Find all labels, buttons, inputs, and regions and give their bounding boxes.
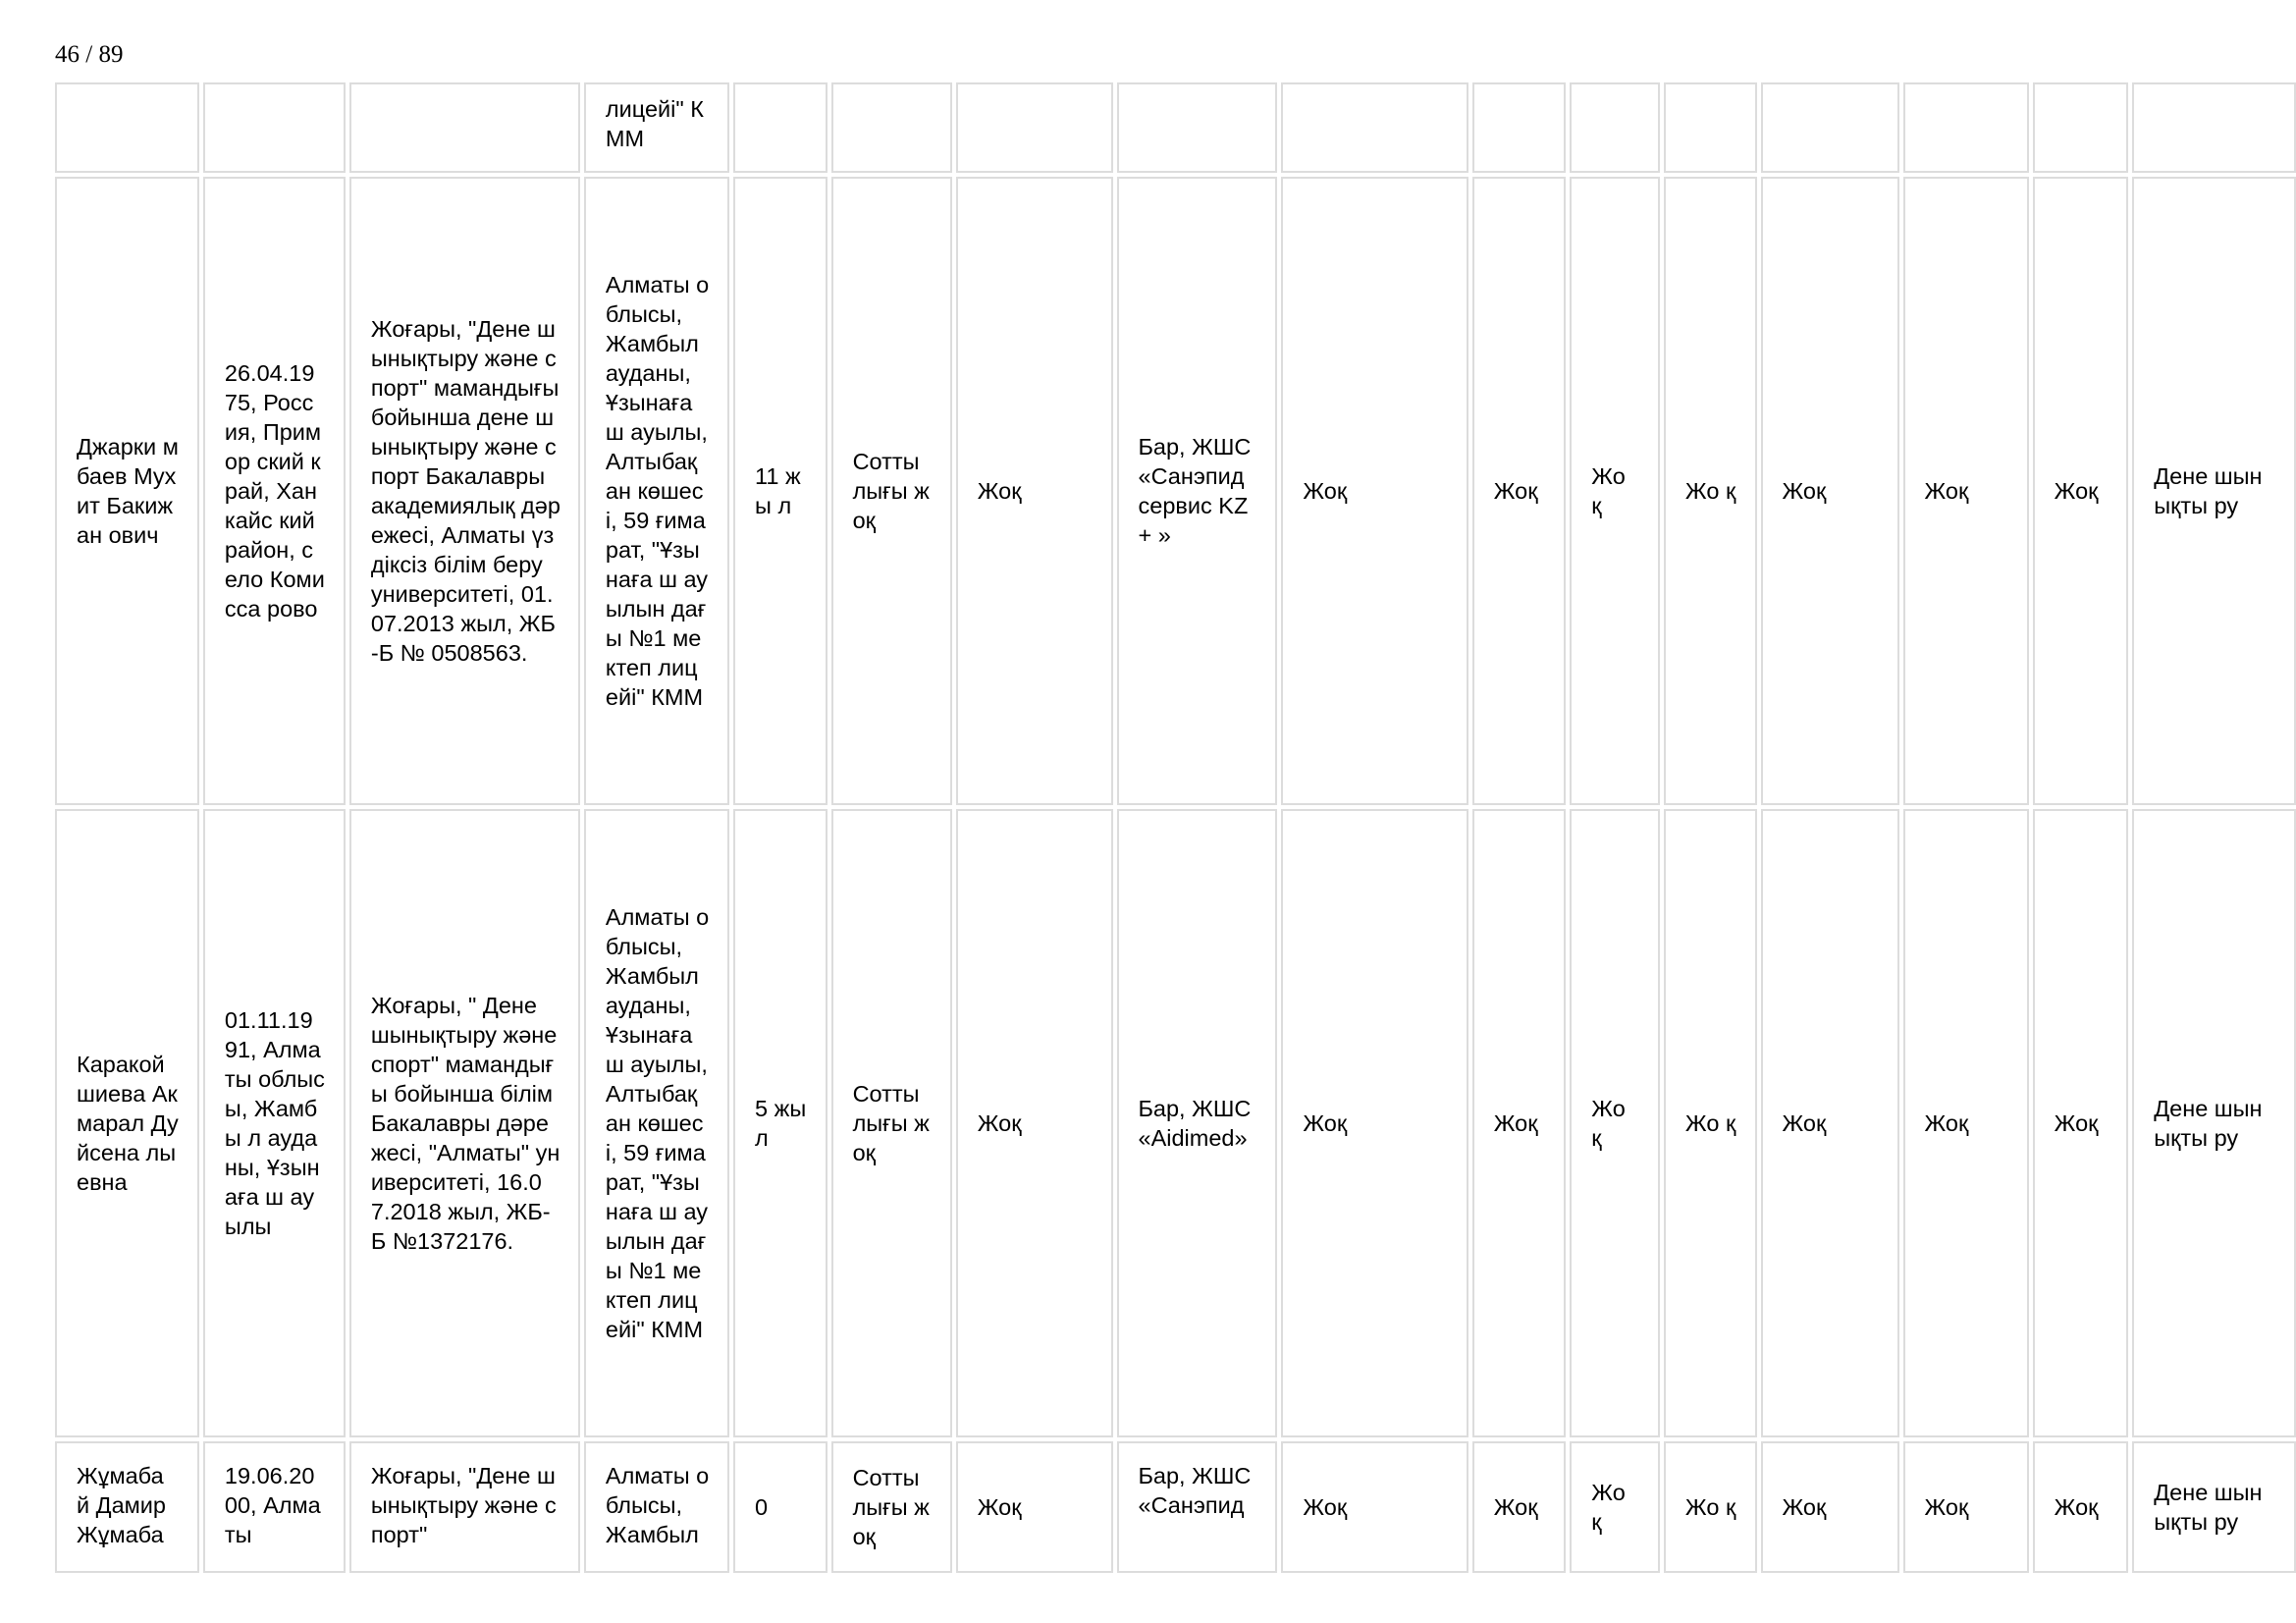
cell-col-7: Жоқ — [956, 809, 1113, 1437]
cell-col-12: Жо қ — [1664, 809, 1757, 1437]
cell-subject — [2132, 82, 2296, 173]
cell-col-12: Жо қ — [1664, 1441, 1757, 1573]
cell-subject: Дене шынықты ру — [2132, 809, 2296, 1437]
cell-education: Жоғары, "Дене шынықтыру және спорт" — [349, 1441, 580, 1573]
cell-col-12 — [1664, 82, 1757, 173]
cell-experience: 11 жы л — [733, 177, 828, 805]
table-row — [55, 177, 2296, 805]
cell-medical: Бар, ЖШС «Aidimed» — [1117, 809, 1278, 1437]
cell-criminal-record: Сотты лығы жоқ — [831, 1441, 952, 1573]
table-row — [55, 809, 2296, 1437]
cell-workplace: лицейі" КММ — [584, 82, 729, 173]
cell-full-name: Каракой шиева Акмарал Дуйсена лыевна — [55, 809, 199, 1437]
cell-birth-info: 01.11.19 91, Алматы облысы, Жамбы л ауданы, Ұзынаға ш ауылы — [203, 809, 346, 1437]
cell-col-7: Жоқ — [956, 177, 1113, 805]
cell-col-12: Жо қ — [1664, 177, 1757, 805]
cell-birth-info — [203, 82, 346, 173]
cell-col-15: Жоқ — [2033, 1441, 2129, 1573]
cell-birth-info: 26.04.19 75, Россия, Примор ский край, Ханкайс кий район, село Комисса рово — [203, 177, 346, 805]
cell-experience: 0 — [733, 1441, 828, 1573]
cell-full-name: Жұмаба й Дамир Жұмаба — [55, 1441, 199, 1573]
staff-table — [51, 79, 2296, 1577]
cell-col-10 — [1472, 82, 1567, 173]
cell-education: Жоғары, "Дене шынықтыру және спорт" мамандығы бойынша дене шынықтыру және спорт Бакалавры академиялық дәрежесі, Алматы үздіксіз білім беру университеті, 01.07.2013 жыл, ЖБ-Б № 0508563. — [349, 177, 580, 805]
cell-col-15: Жоқ — [2033, 809, 2129, 1437]
cell-workplace: Алматы облысы, Жамбыл ауданы, Ұзынаға ш ауылы, Алтыбақ ан көшесі, 59 ғимарат, "Ұзынаға ш ауылын дағы №1 мектеп лицейі" КММ — [584, 809, 729, 1437]
cell-medical — [1117, 82, 1278, 173]
cell-col-13: Жоқ — [1761, 1441, 1899, 1573]
cell-criminal-record: Сотты лығы жоқ — [831, 177, 952, 805]
cell-col-11: Жо қ — [1570, 809, 1660, 1437]
cell-col-15 — [2033, 82, 2129, 173]
cell-col-7: Жоқ — [956, 1441, 1113, 1573]
page-number: 46 / 89 — [55, 41, 124, 68]
cell-education: Жоғары, " Дене шынықтыру және спорт" мамандығы бойынша білім Бакалавры дәрежесі, "Алматы" университеті, 16.07.2018 жыл, ЖБ-Б №1372176. — [349, 809, 580, 1437]
cell-col-11 — [1570, 82, 1660, 173]
cell-col-13: Жоқ — [1761, 177, 1899, 805]
cell-education — [349, 82, 580, 173]
cell-col-11: Жо қ — [1570, 177, 1660, 805]
cell-col-14: Жоқ — [1903, 809, 2029, 1437]
cell-col-14: Жоқ — [1903, 177, 2029, 805]
cell-experience — [733, 82, 828, 173]
cell-criminal-record — [831, 82, 952, 173]
cell-col-15: Жоқ — [2033, 177, 2129, 805]
cell-medical: Бар, ЖШС «Санэпид сервис KZ+ » — [1117, 177, 1278, 805]
cell-workplace: Алматы облысы, Жамбыл — [584, 1441, 729, 1573]
cell-col-9: Жоқ — [1281, 1441, 1468, 1573]
cell-criminal-record: Сотты лығы жоқ — [831, 809, 952, 1437]
cell-medical: Бар, ЖШС «Санэпид — [1117, 1441, 1278, 1573]
cell-col-14 — [1903, 82, 2029, 173]
cell-col-10: Жоқ — [1472, 1441, 1567, 1573]
cell-col-14: Жоқ — [1903, 1441, 2029, 1573]
cell-subject: Дене шынықты ру — [2132, 177, 2296, 805]
cell-col-9 — [1281, 82, 1468, 173]
table-row — [55, 1441, 2296, 1573]
cell-subject: Дене шынықты ру — [2132, 1441, 2296, 1573]
cell-birth-info: 19.06.20 00, Алматы — [203, 1441, 346, 1573]
cell-full-name: Джарки мбаев Мухит Бакижан ович — [55, 177, 199, 805]
cell-col-9: Жоқ — [1281, 809, 1468, 1437]
cell-col-9: Жоқ — [1281, 177, 1468, 805]
cell-full-name — [55, 82, 199, 173]
cell-col-7 — [956, 82, 1113, 173]
cell-col-13 — [1761, 82, 1899, 173]
cell-experience: 5 жы л — [733, 809, 828, 1437]
cell-col-13: Жоқ — [1761, 809, 1899, 1437]
cell-col-10: Жоқ — [1472, 809, 1567, 1437]
table-row — [55, 82, 2296, 173]
cell-workplace: Алматы облысы, Жамбыл ауданы, Ұзынаға ш ауылы, Алтыбақ ан көшесі, 59 ғимарат, "Ұзынаға ш ауылын дағы №1 мектеп лицейі" КММ — [584, 177, 729, 805]
cell-col-10: Жоқ — [1472, 177, 1567, 805]
cell-col-11: Жо қ — [1570, 1441, 1660, 1573]
